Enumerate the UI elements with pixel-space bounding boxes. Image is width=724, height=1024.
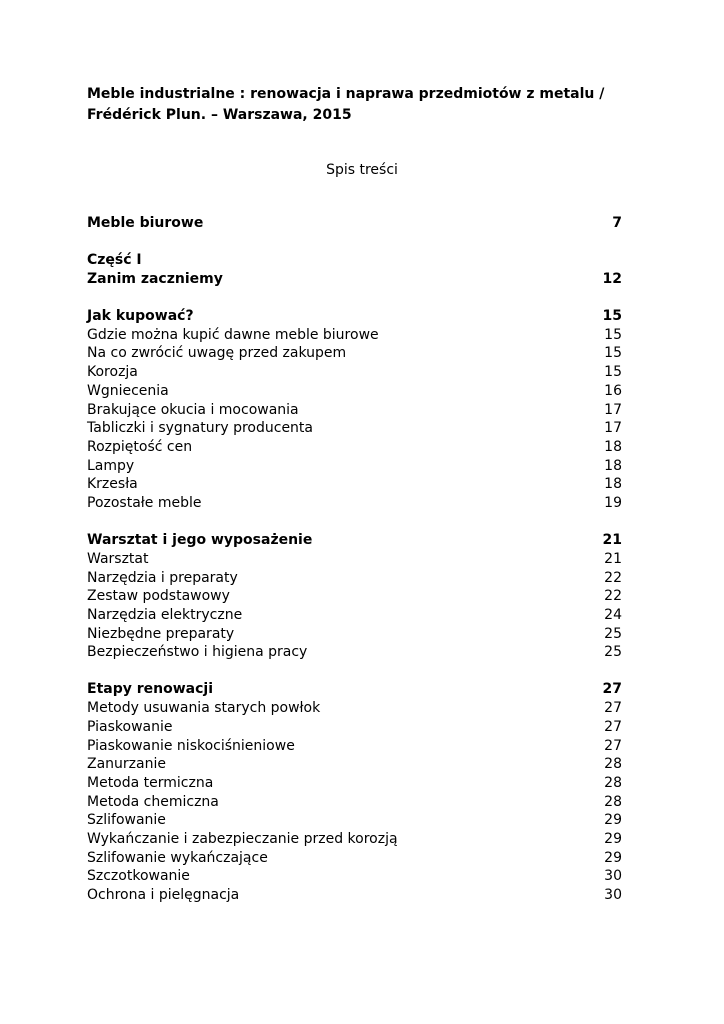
toc-entry-title: Lampy: [87, 457, 135, 474]
toc-entry-page: 17: [604, 401, 622, 418]
toc-entry-title: Metoda chemiczna: [87, 793, 219, 810]
toc-entry-page: 29: [604, 849, 622, 866]
toc-entry-page: 18: [604, 476, 622, 493]
toc-entry-page: 15: [604, 345, 622, 362]
toc-entry-title: Na co zwrócić uwagę przed zakupem: [87, 345, 347, 362]
toc-section: [87, 251, 622, 288]
toc-entry-page: 24: [604, 606, 622, 623]
toc-entry-page: 17: [604, 420, 622, 437]
toc-entry-row: [87, 587, 622, 606]
toc-entry-page: 29: [604, 812, 622, 829]
header-line-1: Meble industrialne : renowacja i naprawa przedmiotów z metalu /: [87, 86, 605, 102]
toc-entry-page: 18: [604, 457, 622, 474]
toc-entry-row: [87, 849, 622, 868]
toc-entry-title: Szlifowanie wykańczające: [87, 849, 268, 866]
toc-entry-page: 16: [604, 382, 622, 399]
table-of-contents: [87, 214, 622, 923]
toc-entry-row: [87, 867, 622, 886]
toc-entry-title: Niezbędne preparaty: [87, 625, 235, 642]
toc-entry-page: 22: [604, 588, 622, 605]
toc-entry-title: Wykańczanie i zabezpieczanie przed korozją: [87, 830, 398, 847]
toc-heading-row: [87, 270, 622, 289]
toc-entry-title: Szczotkowanie: [87, 868, 190, 885]
toc-title: Spis treści: [326, 162, 398, 178]
toc-entry-title: Jak kupować?: [87, 308, 194, 325]
toc-heading-row: [87, 307, 622, 326]
toc-entry-row: [87, 475, 622, 494]
toc-entry-title: Zestaw podstawowy: [87, 588, 230, 605]
toc-entry-title: Krzesła: [87, 476, 138, 493]
bibliographic-header: [87, 84, 647, 126]
toc-entry-page: 12: [602, 270, 622, 287]
toc-entry-page: 21: [604, 550, 622, 567]
toc-entry-page: 22: [604, 569, 622, 586]
toc-entry-title: Tabliczki i sygnatury producenta: [87, 420, 313, 437]
toc-entry-title: Rozpiętość cen: [87, 438, 193, 455]
toc-entry-row: [87, 419, 622, 438]
toc-entry-page: 15: [604, 364, 622, 381]
toc-entry-row: [87, 382, 622, 401]
toc-entry-row: [87, 643, 622, 662]
toc-entry-row: [87, 438, 622, 457]
toc-entry-title: Korozja: [87, 364, 138, 381]
toc-entry-page: 28: [604, 793, 622, 810]
toc-entry-title: Piaskowanie: [87, 718, 173, 735]
toc-entry-title: Zanim zaczniemy: [87, 270, 223, 287]
toc-entry-title: Część I: [87, 252, 142, 269]
toc-entry-page: 7: [612, 215, 622, 231]
toc-entry-page: 21: [602, 532, 622, 549]
toc-section: [87, 307, 622, 513]
toc-entry-row: [87, 793, 622, 812]
toc-entry-page: 30: [604, 868, 622, 885]
toc-heading-row: [87, 214, 622, 233]
toc-entry-title: Metody usuwania starych powłok: [87, 700, 321, 717]
toc-entry-title: Pozostałe meble: [87, 494, 202, 511]
toc-entry-row: [87, 830, 622, 849]
toc-entry-row: [87, 606, 622, 625]
toc-entry-title: Ochrona i pielęgnacja: [87, 887, 240, 903]
toc-entry-title: Piaskowanie niskociśnieniowe: [87, 737, 295, 754]
toc-entry-page: 28: [604, 756, 622, 773]
toc-entry-title: Meble biurowe: [87, 215, 204, 231]
toc-entry-row: [87, 326, 622, 345]
toc-entry-title: Zanurzanie: [87, 756, 166, 773]
toc-entry-page: 28: [604, 774, 622, 791]
toc-entry-page: 27: [604, 737, 622, 754]
header-line-2: Frédérick Plun. – Warszawa, 2015: [87, 107, 352, 123]
toc-entry-title: Brakujące okucia i mocowania: [87, 401, 299, 418]
toc-entry-row: [87, 344, 622, 363]
toc-entry-row: [87, 569, 622, 588]
toc-entry-title: Bezpieczeństwo i higiena pracy: [87, 644, 308, 661]
toc-entry-page: 27: [602, 681, 622, 698]
toc-entry-page: 29: [604, 830, 622, 847]
toc-entry-row: [87, 494, 622, 513]
toc-entry-page: 25: [604, 644, 622, 661]
toc-entry-row: [87, 457, 622, 476]
toc-entry-title: Szlifowanie: [87, 812, 166, 829]
toc-entry-title: Gdzie można kupić dawne meble biurowe: [87, 326, 379, 343]
toc-entry-page: 19: [604, 494, 622, 511]
toc-entry-row: [87, 699, 622, 718]
toc-entry-title: Warsztat i jego wyposażenie: [87, 532, 313, 549]
toc-entry-row: [87, 363, 622, 382]
toc-section: [87, 214, 622, 233]
toc-entry-row: [87, 755, 622, 774]
toc-heading-row: [87, 251, 622, 270]
toc-entry-page: 15: [602, 308, 622, 325]
toc-entry-page: 27: [604, 700, 622, 717]
toc-entry-row: [87, 401, 622, 420]
toc-entry-row: [87, 737, 622, 756]
toc-entry-row: [87, 718, 622, 737]
toc-entry-row: [87, 886, 622, 905]
toc-entry-page: 30: [604, 887, 622, 903]
toc-entry-row: [87, 774, 622, 793]
toc-entry-title: Metoda termiczna: [87, 774, 214, 791]
toc-entry-row: [87, 625, 622, 644]
toc-entry-page: 27: [604, 718, 622, 735]
toc-entry-row: [87, 550, 622, 569]
toc-entry-title: Narzędzia i preparaty: [87, 569, 238, 586]
toc-entry-row: [87, 811, 622, 830]
toc-entry-title: Narzędzia elektryczne: [87, 606, 243, 623]
toc-heading-row: [87, 531, 622, 550]
toc-entry-title: Etapy renowacji: [87, 681, 213, 698]
toc-entry-title: Wgniecenia: [87, 382, 169, 399]
toc-entry-page: 18: [604, 438, 622, 455]
toc-entry-page: 15: [604, 326, 622, 343]
toc-section: [87, 531, 622, 662]
toc-entry-page: 25: [604, 625, 622, 642]
toc-section: [87, 680, 622, 904]
toc-entry-title: Warsztat: [87, 550, 149, 567]
toc-heading-row: [87, 680, 622, 699]
